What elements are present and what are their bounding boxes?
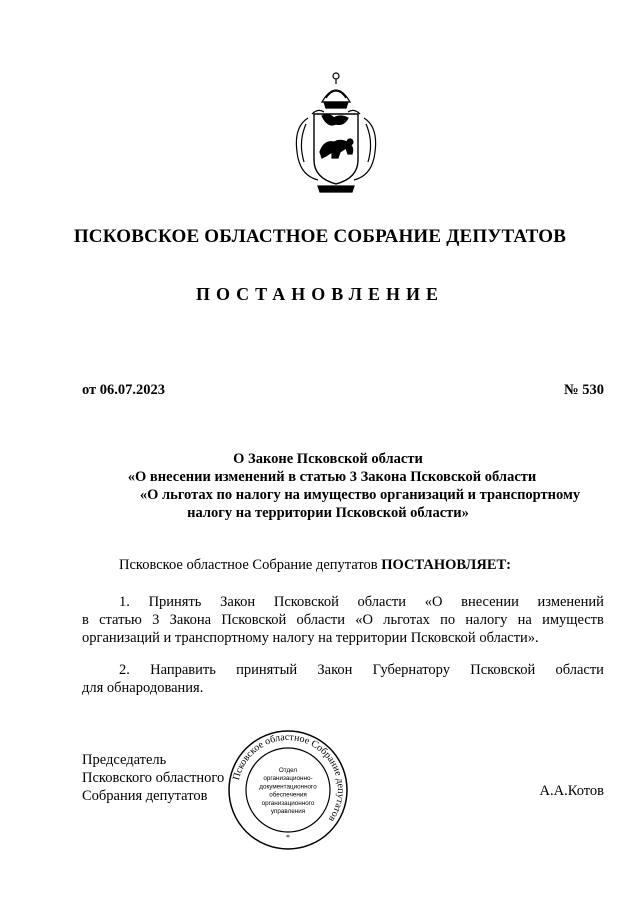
item-1-line-1-word: изменений xyxy=(537,594,604,610)
signer-title-line-1: Председатель xyxy=(82,752,167,768)
stamp-inner-line: организационного xyxy=(261,799,315,807)
item-1-line-2-word: в xyxy=(82,612,89,628)
item-1-line-1-word: Принять xyxy=(148,594,202,610)
subject-line-4: налогу на территории Псковской области» xyxy=(187,505,469,521)
stamp-inner-line: управления xyxy=(270,808,306,815)
item-1-line-1-word: Закон xyxy=(220,594,256,610)
resolution-item-2 xyxy=(82,661,604,697)
item-1-line-2-word: 3 xyxy=(152,612,160,628)
item-1-line-2-word: Закона xyxy=(169,612,212,628)
item-1-line-1-word: области xyxy=(357,594,406,610)
item-2-line-2: для обнародования. xyxy=(82,680,204,696)
item-1-line-1-word: Псковской xyxy=(273,594,339,610)
svg-text:*: * xyxy=(286,833,290,842)
item-1-line-2-word: «О xyxy=(355,612,373,628)
preamble-decree: ПОСТАНОВЛЯЕТ: xyxy=(381,557,511,573)
subject-line-3: «О льготах по налогу на имущество организаций и транспортному xyxy=(139,487,581,503)
signer-title-line-2: Псковского областного xyxy=(82,770,225,786)
organization-title: ПСКОВСКОЕ ОБЛАСТНОЕ СОБРАНИЕ ДЕПУТАТОВ xyxy=(73,226,567,247)
document-date: от 06.07.2023 xyxy=(82,382,166,398)
item-1-line-2-word: области xyxy=(296,612,346,628)
item-1-line-2-word: статью xyxy=(99,612,142,628)
item-1-line-2-word: Псковской xyxy=(221,612,287,628)
preamble-text: Псковское областное Собрание депутатов xyxy=(119,557,382,573)
item-1-line-3: организаций и транспортному налогу на территории Псковской области». xyxy=(82,630,539,646)
subject-line-2: «О внесении изменений в статью 3 Закона Псковской области xyxy=(127,469,537,485)
stamp-inner-line: Отдел xyxy=(278,767,298,774)
official-stamp-icon xyxy=(226,728,350,852)
resolution-item-1 xyxy=(82,593,604,647)
preamble xyxy=(119,556,599,574)
item-2-line-1 xyxy=(82,661,604,679)
item-2-line-1-word: 2. xyxy=(119,662,130,678)
document-type: ПОСТАНОВЛЕНИЕ xyxy=(195,284,445,304)
document-number: № 530 xyxy=(564,382,604,398)
item-1-line-1 xyxy=(82,593,604,611)
item-2-line-1-word: области xyxy=(555,662,604,678)
signer-title-line-3: Собрания депутатов xyxy=(82,788,208,804)
stamp-ring-text: Псковское областное Собрание депутатов xyxy=(231,731,347,824)
signer-name: А.А.Котов xyxy=(539,783,604,799)
item-1-line-1-word: «О xyxy=(424,594,443,610)
item-2-line-1-word: Губернатору xyxy=(372,662,450,678)
item-1-line-2-word: льготах xyxy=(383,612,430,628)
coat-of-arms-icon xyxy=(288,68,384,200)
item-1-line-2-word: по xyxy=(440,612,456,628)
subject-line-1: О Законе Псковской области xyxy=(233,451,423,467)
item-2-line-1-word: Закон xyxy=(317,662,353,678)
item-1-line-1-word: внесении xyxy=(461,594,519,610)
stamp-inner-line: документационного xyxy=(259,783,317,791)
item-1-line-2-word: налогу xyxy=(465,612,508,628)
item-2-line-1-word: Направить xyxy=(150,662,216,678)
item-1-line-2-word: имуществ xyxy=(542,612,604,628)
item-1-line-2-word: на xyxy=(517,612,532,628)
item-2-line-1-word: Псковской xyxy=(470,662,536,678)
signature-block xyxy=(82,751,224,805)
stamp-inner-line: обеспечения xyxy=(269,791,307,799)
item-2-line-1-word: принятый xyxy=(236,662,298,678)
item-1-line-1-word: 1. xyxy=(119,594,130,610)
stamp-inner-line: организационно- xyxy=(263,775,313,783)
item-1-line-2 xyxy=(82,611,604,629)
